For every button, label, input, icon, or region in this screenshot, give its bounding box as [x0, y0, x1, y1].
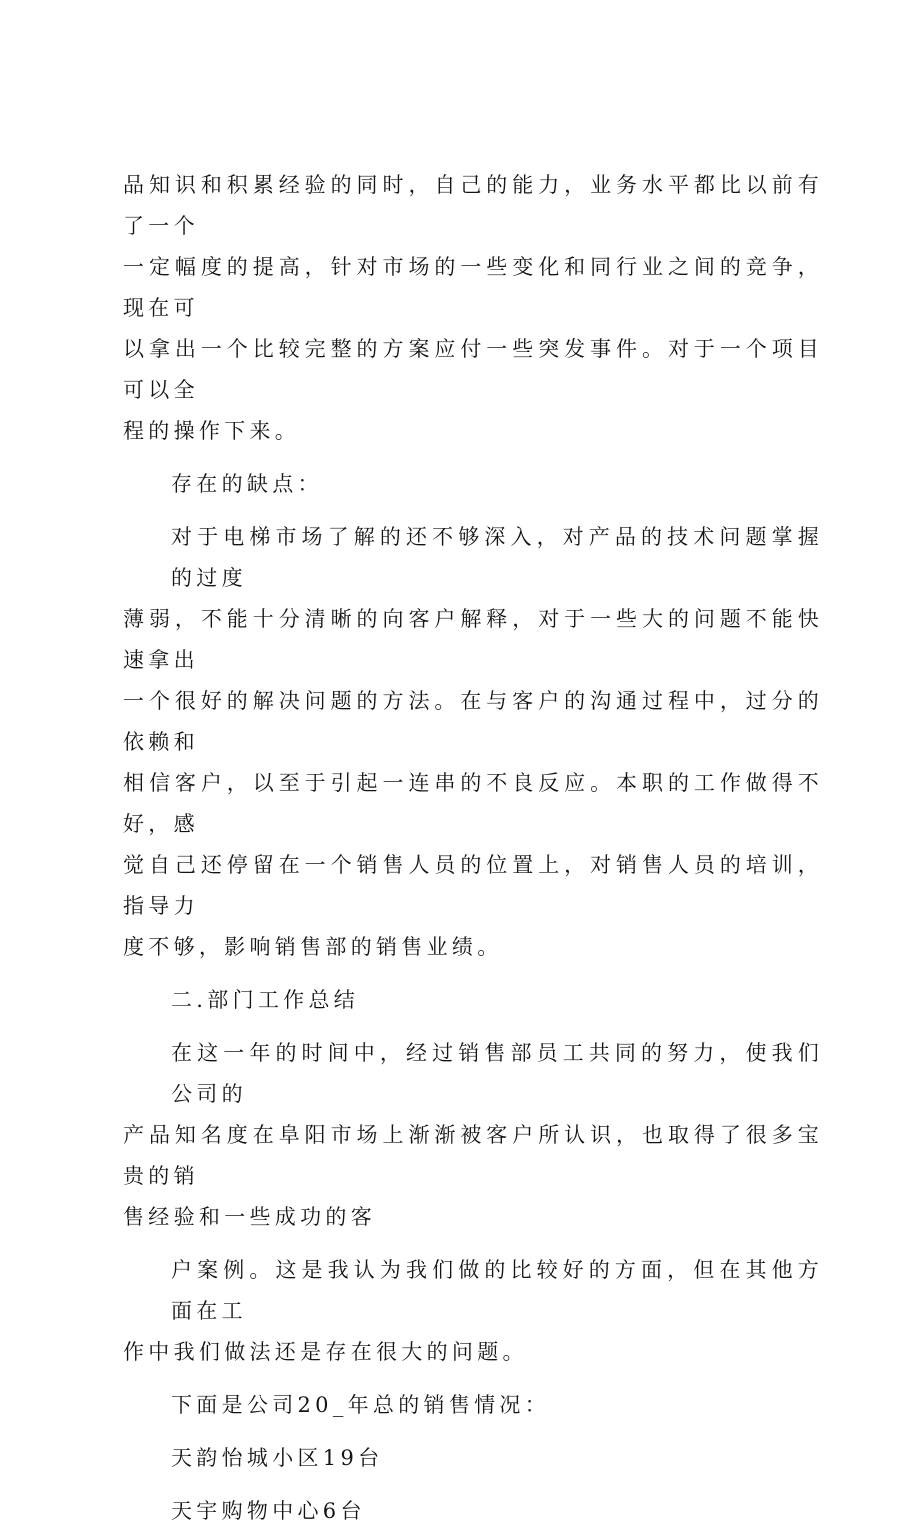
text-line: 存在的缺点：	[171, 472, 323, 496]
sales-item	[123, 1491, 823, 1532]
text-line: 户案例。这是我认为我们做的比较好的方面，但在其他方面在工	[171, 1258, 823, 1323]
text-line: 天宇购物中心6台	[171, 1499, 366, 1523]
text-line: 售经验和一些成功的客	[123, 1205, 376, 1229]
text-line: 觉自己还停留在一个销售人员的位置上，对销售人员的培训，指导力	[123, 853, 823, 918]
shortcomings-paragraph	[123, 517, 823, 968]
sales-intro	[123, 1385, 823, 1426]
text-line: 作中我们做法还是存在很大的问题。	[123, 1340, 528, 1364]
text-line: 下面是公司20_年总的销售情况：	[171, 1393, 551, 1417]
text-line: 度不够，影响销售部的销售业绩。	[123, 935, 503, 959]
text-line: 在这一年的时间中，经过销售部员工共同的努力，使我们公司的	[171, 1041, 823, 1106]
shortcomings-heading	[123, 464, 823, 505]
text-line: 相信客户，以至于引起一连串的不良反应。本职的工作做得不好，感	[123, 771, 823, 836]
document-body	[123, 165, 823, 1532]
text-line: 薄弱，不能十分清晰的向客户解释，对于一些大的问题不能快速拿出	[123, 607, 823, 672]
text-line: 以拿出一个比较完整的方案应付一些突发事件。对于一个项目可以全	[123, 337, 823, 402]
paragraph-continued	[123, 165, 823, 452]
text-line: 品知识和积累经验的同时，自己的能力，业务水平都比以前有了一个	[123, 173, 823, 238]
text-line: 对于电梯市场了解的还不够深入，对产品的技术问题掌握的过度	[171, 525, 823, 590]
text-line: 一定幅度的提高，针对市场的一些变化和同行业之间的竞争，现在可	[123, 255, 823, 320]
case-paragraph	[123, 1250, 823, 1373]
text-line: 一个很好的解决问题的方法。在与客户的沟通过程中，过分的依赖和	[123, 689, 823, 754]
section-heading	[123, 980, 823, 1021]
sales-item	[123, 1438, 823, 1479]
text-line: 二.部门工作总结	[171, 988, 360, 1012]
text-line: 天韵怡城小区19台	[171, 1446, 384, 1470]
text-line: 程的操作下来。	[123, 419, 301, 443]
text-line: 产品知名度在阜阳市场上渐渐被客户所认识，也取得了很多宝贵的销	[123, 1123, 823, 1188]
department-summary-paragraph	[123, 1033, 823, 1238]
